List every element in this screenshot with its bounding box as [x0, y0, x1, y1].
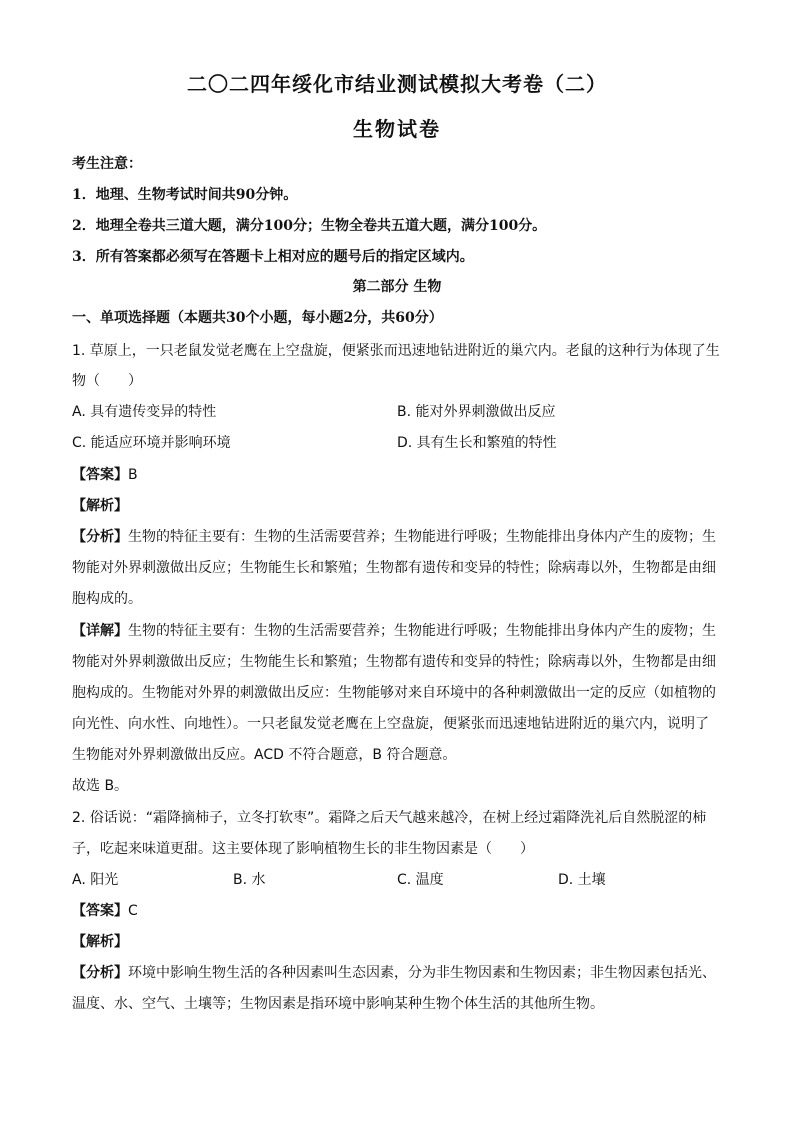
- q1-xiangjie-line-4: 向光性、向水性、向地性）。一只老鼠发觉老鹰在上空盘旋，便紧张而迅速地钻进附近的巢穴内，说明了: [72, 716, 709, 732]
- q1-xiangjie-line-3: 胞构成的。生物能对外界的刺激做出反应：生物能够对来自环境中的各种刺激做出一定的反应（如植物的: [72, 685, 716, 701]
- answer-value: C: [128, 903, 138, 919]
- q2-stem-line-1: 2. 俗话说：“霜降摘柿子，立冬打软枣”。霜降之后天气越来越冷，在树上经过霜降洗礼后自然脱涩的柿: [72, 810, 707, 826]
- answer-value: B: [128, 467, 138, 483]
- q1-fenxi-line-2: 物能对外界刺激做出反应；生物能生长和繁殖；生物都有遗传和变异的特性；除病毒以外，生物都是由细: [72, 560, 716, 576]
- q2-fenxi-line-2: 温度、水、空气、土壤等；生物因素是指环境中影响某种生物个体生活的其他所生物。: [72, 996, 604, 1012]
- notice-item-1: 1．地理、生物考试时间共90分钟。: [72, 187, 298, 203]
- q1-fenxi-line-3: 胞构成的。: [72, 591, 142, 607]
- q1-analysis-tag: 【解析】: [72, 498, 128, 514]
- q2-analysis-tag: 【解析】: [72, 934, 128, 950]
- q1-stem-line-2: 物（ ）: [72, 373, 142, 389]
- notice-item-2: 2．地理全卷共三道大题，满分100分；生物全卷共五道大题，满分100分。: [72, 218, 547, 234]
- xiangjie-tag: 【详解】: [72, 623, 128, 639]
- exam-subtitle: 生物试卷: [353, 117, 441, 141]
- q1-conclusion: 故选 B。: [72, 778, 129, 794]
- q1-answer: [72, 464, 138, 484]
- notice-item-3: 3．所有答案都必须写在答题卡上相对应的题号后的指定区域内。: [72, 249, 474, 265]
- notice-heading: 考生注意：: [72, 156, 142, 172]
- fenxi-tag: 【分析】: [72, 529, 128, 545]
- q1-fenxi-line-1: 【分析】生物的特征主要有：生物的生活需要营养；生物能进行呼吸；生物能排出身体内产生的废物；生: [72, 529, 716, 545]
- q2-option-a: A. 阳光: [72, 872, 119, 888]
- q2-option-b: B. 水: [233, 872, 266, 888]
- exam-title: 二〇二四年绥化市结业测试模拟大考卷（二）: [187, 72, 607, 96]
- q2-stem-line-2: 子，吃起来味道更甜。这主要体现了影响植物生长的非生物因素是（ ）: [72, 841, 534, 857]
- q2-answer: [72, 900, 138, 920]
- q1-option-b: B. 能对外界刺激做出反应: [397, 404, 556, 420]
- q1-stem-line-1: 1. 草原上，一只老鼠发觉老鹰在上空盘旋，便紧张而迅速地钻进附近的巢穴内。老鼠的这种行为体现了生: [72, 343, 720, 359]
- q1-option-c: C. 能适应环境并影响环境: [72, 435, 231, 451]
- answer-tag: 【答案】: [72, 903, 128, 919]
- fenxi-tag: 【分析】: [72, 965, 128, 981]
- q1-xiangjie-line-5: 生物能对外界刺激做出反应。ACD 不符合题意，B 符合题意。: [72, 747, 457, 763]
- q2-option-d: D. 土壤: [558, 872, 606, 888]
- q1-xiangjie-line-1: 【详解】生物的特征主要有：生物的生活需要营养；生物能进行呼吸；生物能排出身体内产生的废物；生: [72, 623, 716, 639]
- q2-option-c: C. 温度: [397, 872, 444, 888]
- part-title: 第二部分 生物: [352, 279, 442, 295]
- answer-tag: 【答案】: [72, 467, 128, 483]
- section-title: 一、单项选择题（本题共30个小题，每小题2分，共60分）: [72, 310, 443, 326]
- q2-fenxi-line-1: 【分析】环境中影响生物生活的各种因素叫生态因素，分为非生物因素和生物因素；非生物因素包括光、: [72, 965, 716, 981]
- q1-option-a: A. 具有遗传变异的特性: [72, 404, 217, 420]
- q1-option-d: D. 具有生长和繁殖的特性: [397, 435, 557, 451]
- q1-xiangjie-line-2: 物能对外界刺激做出反应；生物能生长和繁殖；生物都有遗传和变异的特性；除病毒以外，生物都是由细: [72, 654, 716, 670]
